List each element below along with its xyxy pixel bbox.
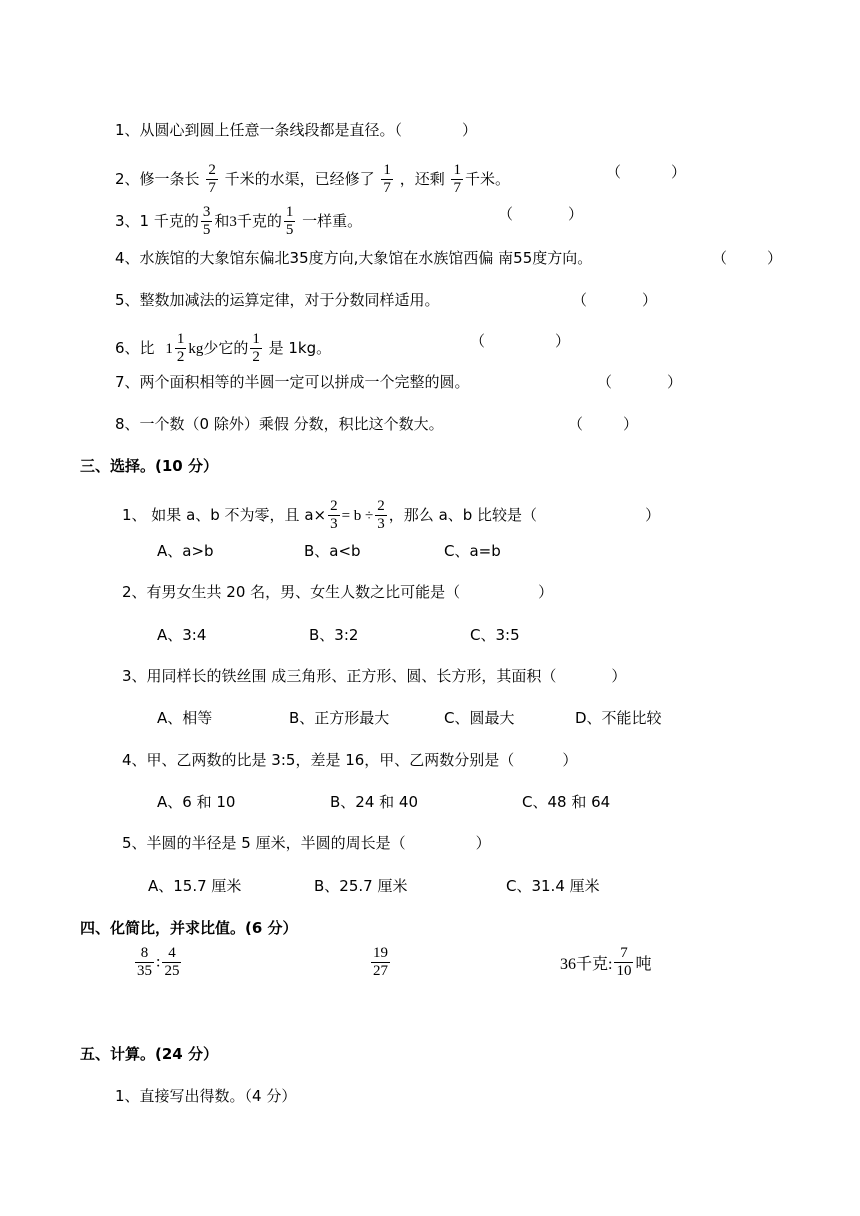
fraction: $\frac{1}{2}$ (252, 331, 260, 365)
judge-q3: 3、1 千克的 $\frac{3}{5}$ 和3千克的 $\frac{1}{5}$ 一样重。 (115, 204, 363, 238)
choice-q4-option-b[interactable]: B、24 和 40 (330, 793, 419, 811)
fraction: $\frac{2}{7}$ (208, 162, 216, 196)
choice-q3-option-b[interactable]: B、正方形最大 (289, 709, 390, 727)
fraction: $\frac{4}{25}$ (164, 945, 180, 979)
choice-q1: 1、 如果 a、b 不为零，且 a× $\frac{2}{3}$ = b ÷ $\frac{2}{3}$ ，那么 a、b 比较是（ ） (122, 498, 661, 532)
answer-paren: （ ） (498, 205, 584, 223)
choice-q2: 2、有男女生共 20 名，男、女生人数之比可能是（ ） (122, 583, 554, 601)
fraction: $\frac{1}{5}$ (285, 204, 294, 238)
judge-q2: 2、修一条长 $\frac{2}{7}$ 千米的水渠，已经修了 $\frac{1}{7}$ ，还剩 $\frac{1}{7}$ 千米。 (115, 162, 510, 196)
fraction: $\frac{2}{3}$ (330, 498, 338, 532)
choice-q4-option-a[interactable]: A、6 和 10 (157, 793, 236, 811)
fraction: $\frac{19}{27}$ (373, 945, 388, 979)
fraction: $\frac{2}{3}$ (377, 498, 385, 532)
choice-q5: 5、半圆的半径是 5 厘米，半圆的周长是（ ） (122, 834, 491, 852)
choice-q1-option-a[interactable]: A、a>b (157, 542, 214, 560)
choice-q2-option-b[interactable]: B、3:2 (309, 626, 359, 644)
choice-q3: 3、用同样长的铁丝围 成三角形、正方形、圆、长方形，其面积（ ） (122, 667, 627, 685)
choice-q3-option-c[interactable]: C、圆最大 (444, 709, 515, 727)
choice-q5-option-a[interactable]: A、15.7 厘米 (148, 877, 242, 895)
choice-q5-option-b[interactable]: B、25.7 厘米 (314, 877, 408, 895)
choice-q5-option-c[interactable]: C、31.4 厘米 (506, 877, 600, 895)
answer-paren: （ ） (712, 249, 783, 267)
choice-q1-option-c[interactable]: C、a=b (444, 542, 501, 560)
choice-q3-option-a[interactable]: A、相等 (157, 709, 213, 727)
judge-q4: 4、水族馆的大象馆东偏北35度方向,大象馆在水族馆西偏 南55度方向。 (115, 249, 593, 267)
ratio-expression-2 (369, 945, 392, 980)
section-3-title: 三、选择。(10 分） (80, 457, 218, 475)
answer-paren: （ ） (597, 373, 683, 391)
judge-q6: 6、比 1 $\frac{1}{2}$ kg少它的 $\frac{1}{2}$ 是 1kg。 (115, 331, 332, 365)
answer-paren: （ ） (606, 163, 687, 181)
answer-paren: （ ） (568, 415, 639, 433)
judge-q8: 8、一个数（0 除外）乘假 分数，积比这个数大。 (115, 415, 444, 433)
judge-q1: 1、从圆心到圆上任意一条线段都是直径。（ ） (115, 121, 478, 139)
ratio-expression-3: 36千克: $\frac{7}{10}$ 吨 (560, 945, 652, 979)
fraction: $\frac{1}{2}$ (176, 331, 185, 365)
fraction: $\frac{3}{5}$ (202, 204, 211, 238)
choice-q4-option-c[interactable]: C、48 和 64 (522, 793, 611, 811)
judge-q5: 5、整数加减法的运算定律，对于分数同样适用。 (115, 291, 440, 309)
choice-q3-option-d[interactable]: D、不能比较 (575, 709, 662, 727)
calc-q1: 1、直接写出得数。（4 分） (115, 1087, 297, 1105)
section-5-title: 五、计算。(24 分） (80, 1045, 218, 1063)
judge-q7: 7、两个面积相等的半圆一定可以拼成一个完整的圆。 (115, 373, 470, 391)
answer-paren: （ ） (572, 291, 658, 309)
choice-q2-option-a[interactable]: A、3:4 (157, 626, 207, 644)
fraction: $\frac{1}{7}$ (453, 162, 461, 196)
ratio-expression-1: $\frac{8}{35}$ : $\frac{4}{25}$ (137, 945, 180, 979)
fraction: $\frac{1}{7}$ (383, 162, 391, 196)
choice-q2-option-c[interactable]: C、3:5 (470, 626, 520, 644)
choice-q1-option-b[interactable]: B、a<b (304, 542, 361, 560)
choice-q4: 4、甲、乙两数的比是 3:5，差是 16，甲、乙两数分别是（ ） (122, 751, 578, 769)
section-4-title: 四、化简比，并求比值。(6 分） (80, 919, 298, 937)
answer-paren: （ ） (470, 332, 571, 350)
fraction: $\frac{8}{35}$ (137, 945, 152, 979)
fraction: $\frac{7}{10}$ (616, 945, 632, 979)
